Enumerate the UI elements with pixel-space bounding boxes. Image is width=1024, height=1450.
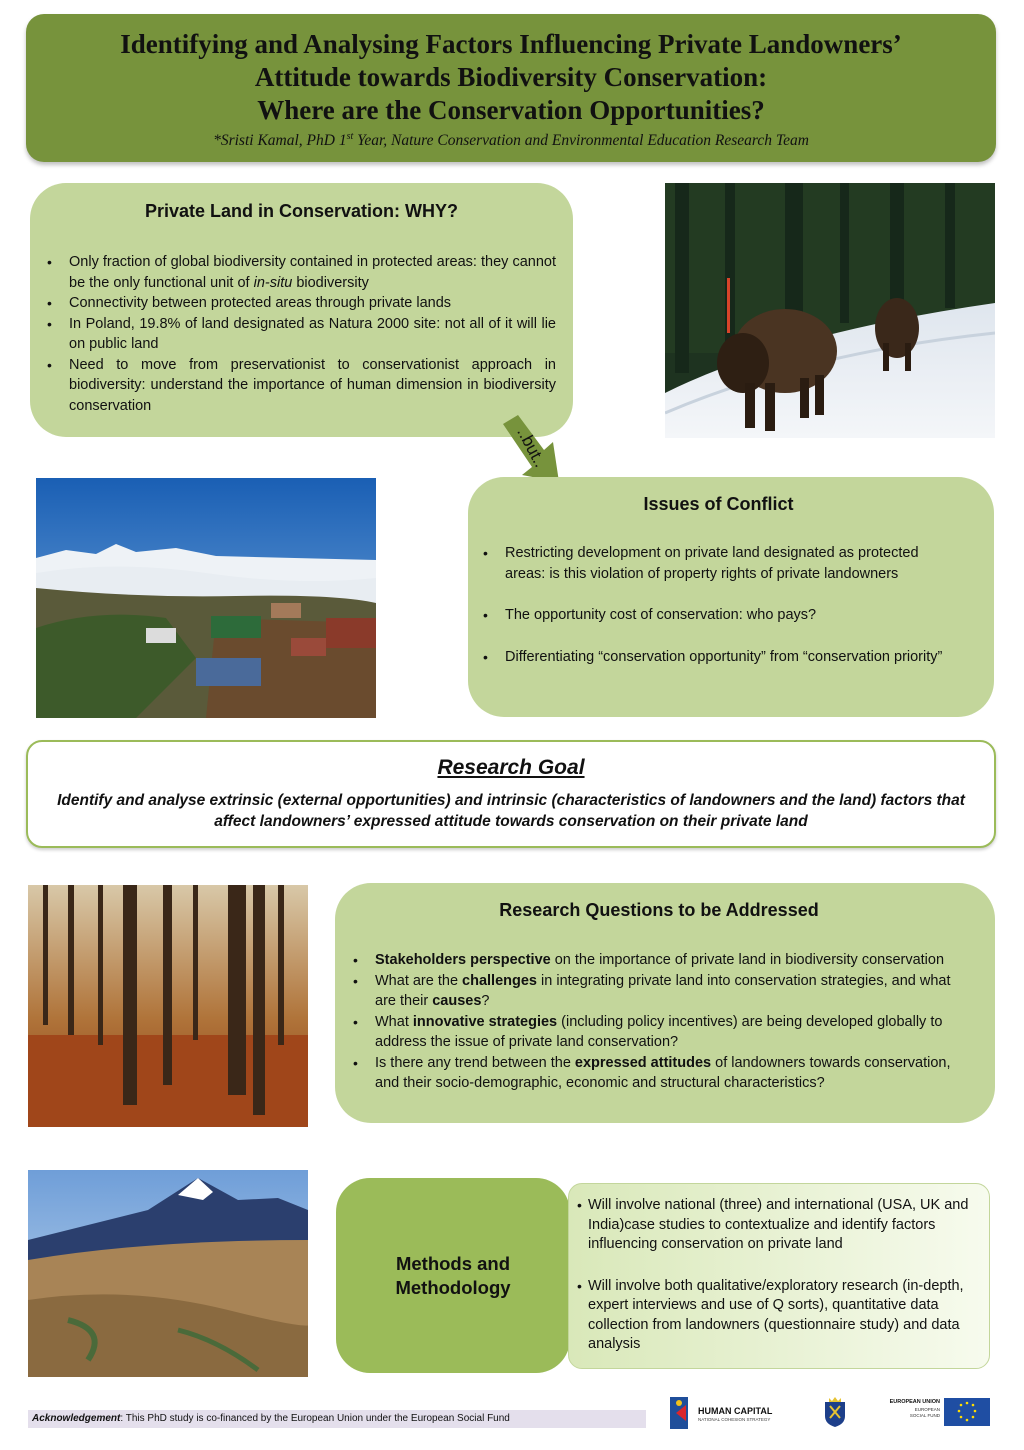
list-item: • Will involve both qualitative/exploratory research (in-depth, expert interviews and use of Q sorts), quantitative data collection from landowners (questionnaire study) and data analysis [577, 1277, 964, 1352]
list-item: • Is there any trend between the expressed attitudes of landowners towards conservation, and their socio-demographic, economic and structural characteristics? [353, 1054, 951, 1091]
conflict-list [483, 543, 954, 667]
university-crest-icon [822, 1396, 848, 1428]
forest-photo [28, 885, 308, 1127]
eu-text-line-3: SOCIAL FUND [909, 1413, 940, 1418]
title-banner [26, 14, 996, 162]
title-line-3: Where are the Conservation Opportunities? [257, 95, 765, 125]
list-item: • Need to move from preservationist to conservationist approach in biodiversity: understand the importance of human dimension in biodiversity conservation [47, 356, 556, 414]
mountain-photo [28, 1170, 308, 1377]
eu-text-line-2: EUROPEAN [914, 1407, 940, 1412]
eu-social-fund-logo [878, 1396, 991, 1428]
goal-text: Identify and analyse extrinsic (external opportunities) and intrinsic (characteristics of landowners and the land) factors that affect landowners’ expressed attitude towards conservation on their private land [57, 792, 965, 830]
but-label: ..but.. [513, 424, 550, 471]
research-goal-box [26, 740, 996, 848]
why-list [47, 252, 556, 416]
human-capital-text: HUMAN CAPITAL [698, 1406, 773, 1416]
conflict-heading: Issues of Conflict [643, 494, 794, 514]
list-item: • Will involve national (three) and international (USA, UK and India)case studies to contextualize and identify factors influencing conservation on private land [577, 1197, 969, 1252]
rq-list [353, 950, 965, 1094]
title-line-1: Identifying and Analysing Factors Influencing Private Landowners’ [120, 29, 902, 59]
eu-flag-icon [944, 1398, 990, 1426]
list-item: • In Poland, 19.8% of land designated as Natura 2000 site: not all of it will lie on public land [47, 315, 556, 352]
why-heading: Private Land in Conservation: WHY? [144, 201, 459, 221]
conflict-box [468, 477, 994, 717]
bison-photo [665, 183, 995, 438]
village-photo [36, 478, 376, 718]
list-item: • What are the challenges in integrating private land into conservation strategies, and what are their causes? [353, 972, 951, 1009]
list-item: • The opportunity cost of conservation: who pays? [483, 607, 817, 623]
research-questions-box [335, 883, 995, 1123]
human-capital-subtext: NATIONAL COHESION STRATEGY [698, 1417, 771, 1422]
title-line-2: Attitude towards Biodiversity Conservation: [254, 62, 768, 92]
why-box [30, 183, 573, 437]
methods-list [577, 1196, 977, 1355]
rq-heading: Research Questions to be Addressed [499, 900, 819, 920]
author-line: *Sristi Kamal, PhD 1st Year, Nature Conservation and Environmental Education Research Team [213, 131, 809, 150]
human-capital-logo [668, 1395, 793, 1431]
methods-label: Methods and Methodology [336, 1178, 570, 1373]
methods-box [568, 1183, 990, 1369]
eu-text-line-1: EUROPEAN UNION [889, 1399, 940, 1405]
acknowledgement: Acknowledgement: This PhD study is co-financed by the European Union under the European Social Fund [28, 1410, 646, 1428]
list-item: • Stakeholders perspective on the importance of private land in biodiversity conservation [353, 952, 945, 968]
goal-heading: Research Goal [437, 756, 585, 779]
list-item: • What innovative strategies (including policy incentives) are being developed globally to address the issue of private land conservation? [353, 1013, 943, 1050]
list-item: • Only fraction of global biodiversity contained in protected areas: they cannot be the only functional unit of in-situ biodiversity [47, 254, 556, 291]
list-item: • Connectivity between protected areas through private lands [47, 295, 452, 311]
list-item: • Restricting development on private land designated as protected areas: is this violation of property rights of private landowners [483, 545, 919, 582]
list-item: • Differentiating “conservation opportunity” from “conservation priority” [483, 648, 943, 665]
